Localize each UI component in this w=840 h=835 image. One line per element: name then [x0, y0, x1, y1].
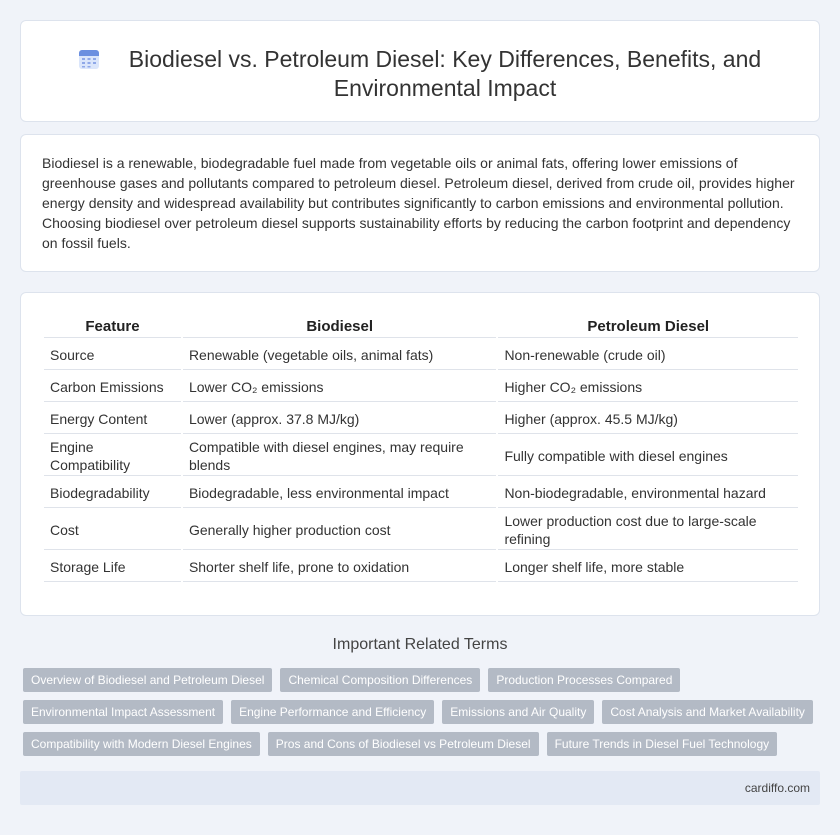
table-row	[44, 552, 798, 582]
tag-row	[23, 700, 823, 724]
row-biodiesel: Shorter shelf life, prone to oxidation	[183, 552, 497, 582]
tag-link[interactable]: Emissions and Air Quality	[442, 700, 594, 724]
summary-card	[20, 134, 820, 272]
tag-link[interactable]: Environmental Impact Assessment	[23, 700, 223, 724]
row-feature: Biodegradability	[44, 478, 181, 508]
row-petroleum: Higher CO₂ emissions	[498, 372, 798, 402]
row-feature: Carbon Emissions	[44, 372, 181, 402]
tag-row	[23, 668, 823, 692]
row-petroleum: Non-renewable (crude oil)	[498, 340, 798, 370]
comparison-table	[42, 316, 800, 584]
header-biodiesel: Biodiesel	[183, 318, 497, 338]
table-header-row	[44, 318, 798, 338]
tag-link[interactable]: Chemical Composition Differences	[280, 668, 480, 692]
row-feature: Engine Compatibility	[44, 436, 181, 476]
row-biodiesel: Renewable (vegetable oils, animal fats)	[183, 340, 497, 370]
row-biodiesel: Biodegradable, less environmental impact	[183, 478, 497, 508]
row-biodiesel: Compatible with diesel engines, may require blends	[183, 436, 497, 476]
row-petroleum: Fully compatible with diesel engines	[498, 436, 798, 476]
row-petroleum: Lower production cost due to large-scale refining	[498, 510, 798, 550]
tag-link[interactable]: Pros and Cons of Biodiesel vs Petroleum Diesel	[268, 732, 539, 756]
row-feature: Energy Content	[44, 404, 181, 434]
table-row	[44, 436, 798, 476]
row-feature: Source	[44, 340, 181, 370]
row-petroleum: Longer shelf life, more stable	[498, 552, 798, 582]
table-row	[44, 372, 798, 402]
comparison-card	[20, 292, 820, 616]
row-biodiesel: Lower CO₂ emissions	[183, 372, 497, 402]
row-feature: Storage Life	[44, 552, 181, 582]
footer-site[interactable]: cardiffo.com	[744, 781, 810, 795]
tag-link[interactable]: Engine Performance and Efficiency	[231, 700, 434, 724]
summary-paragraph: Biodiesel is a renewable, biodegradable fuel made from vegetable oils or animal fats, offering lower emissions of greenhouse gases and pollutants compared to petroleum diesel. Petroleum diesel, derived from crude oil, provides higher energy density and widespread availability but contributes significantly to carbon emissions and environmental pollution. Choosing biodiesel over petroleum diesel supports sustainability efforts by reducing the carbon footprint and dependency on fossil fuels.	[42, 155, 795, 251]
row-petroleum: Non-biodegradable, environmental hazard	[498, 478, 798, 508]
table-row	[44, 510, 798, 550]
header-petroleum-diesel: Petroleum Diesel	[498, 318, 798, 338]
calendar-icon	[77, 47, 101, 71]
tag-link[interactable]: Future Trends in Diesel Fuel Technology	[547, 732, 778, 756]
table-row	[44, 478, 798, 508]
title-card	[20, 20, 820, 122]
row-petroleum: Higher (approx. 45.5 MJ/kg)	[498, 404, 798, 434]
table-row	[44, 404, 798, 434]
tag-link[interactable]: Cost Analysis and Market Availability	[602, 700, 813, 724]
row-feature: Cost	[44, 510, 181, 550]
row-biodiesel: Generally higher production cost	[183, 510, 497, 550]
page-title: Biodiesel vs. Petroleum Diesel: Key Differences, Benefits, and Environmental Impact	[128, 46, 762, 101]
header-feature: Feature	[44, 318, 181, 338]
tag-link[interactable]: Production Processes Compared	[488, 668, 680, 692]
row-biodiesel: Lower (approx. 37.8 MJ/kg)	[183, 404, 497, 434]
related-terms-title: Important Related Terms	[332, 636, 508, 653]
tag-link[interactable]: Compatibility with Modern Diesel Engines	[23, 732, 260, 756]
tag-link[interactable]: Overview of Biodiesel and Petroleum Diesel	[23, 668, 272, 692]
tag-row	[23, 732, 823, 756]
footer	[20, 771, 820, 805]
related-terms-tags	[23, 668, 823, 764]
table-row	[44, 340, 798, 370]
